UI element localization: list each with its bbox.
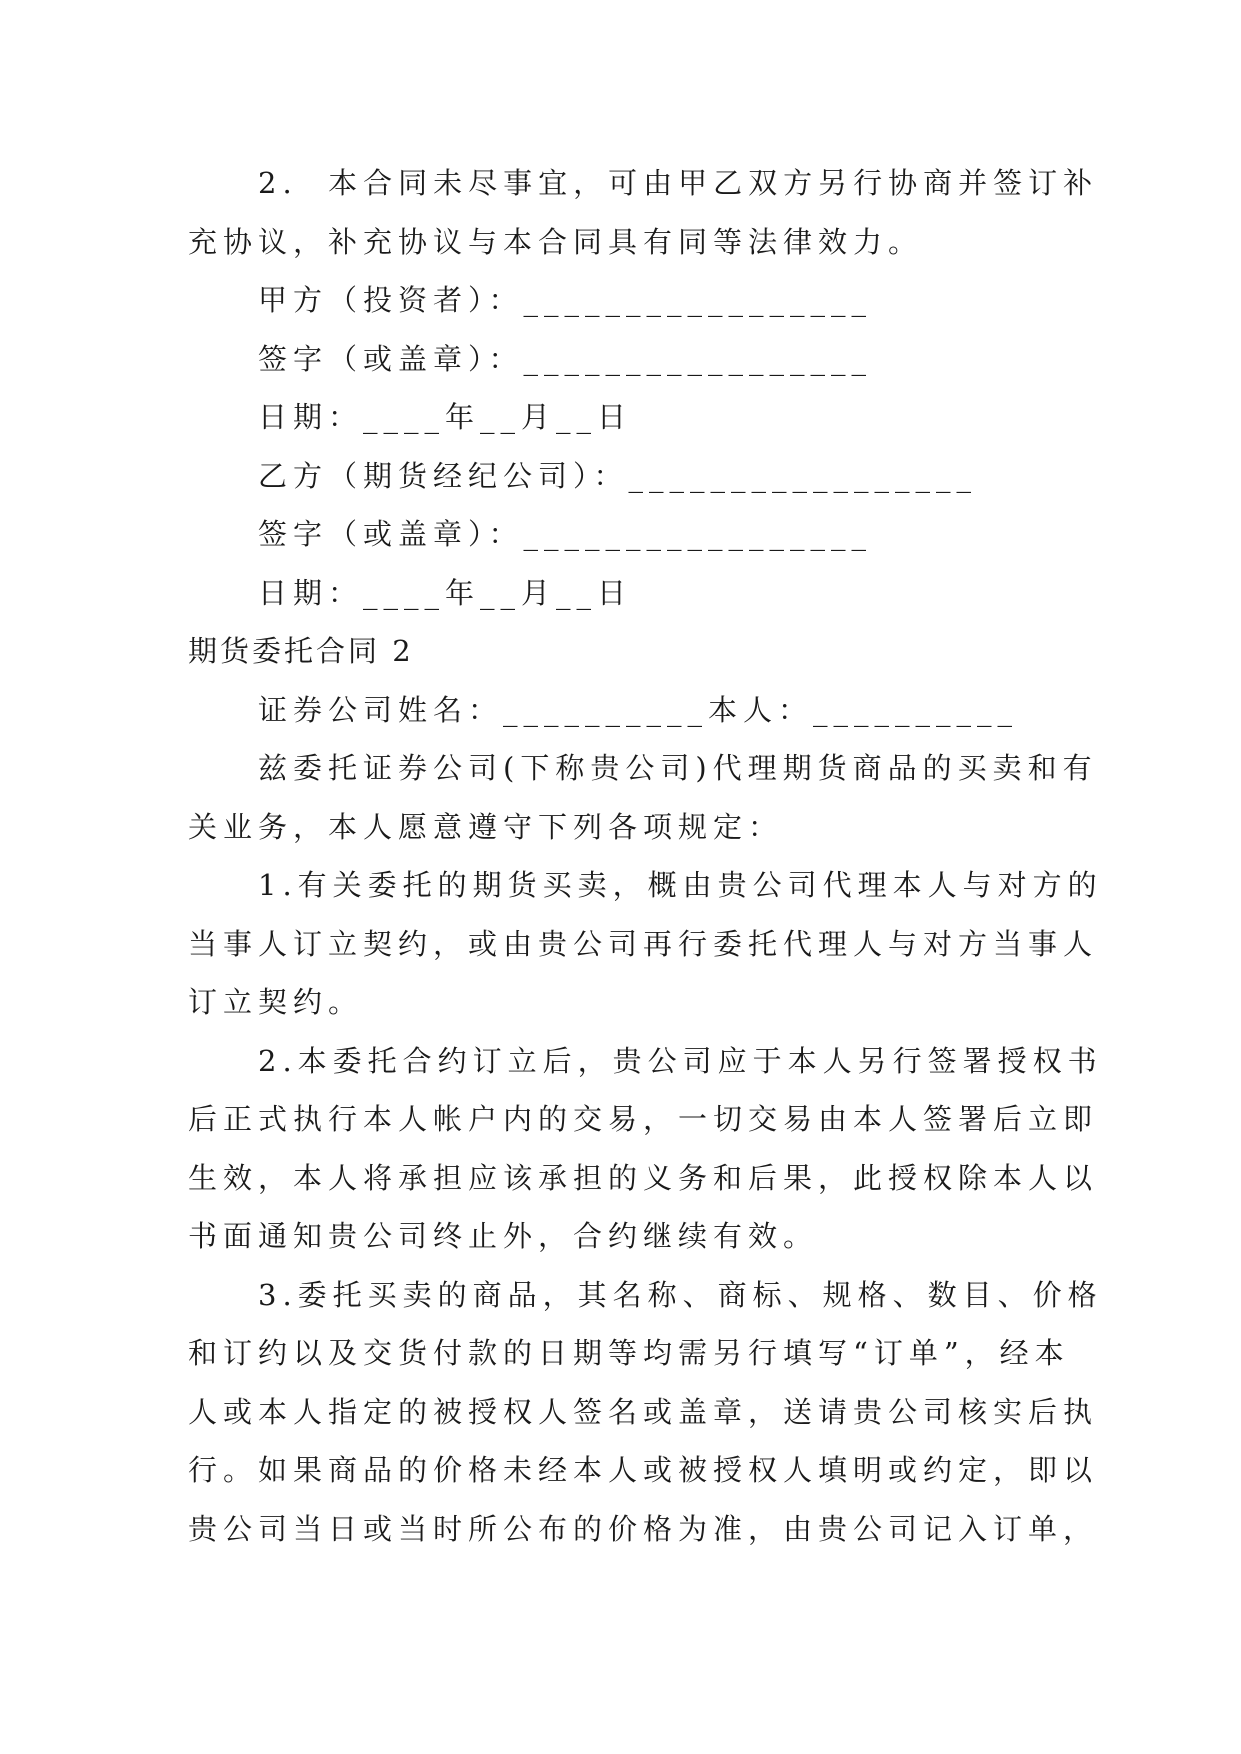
rule-1-line-3: 订立契约。 (188, 985, 364, 1019)
rule-3-line-4: 行。如果商品的价格未经本人或被授权人填明或约定，即以 (188, 1453, 1099, 1487)
party-a-field: 甲方（投资者）：_________________ (258, 283, 873, 317)
rule-3-line-2: 和订约以及交货付款的日期等均需另行填写“订单”，经本 (188, 1336, 1070, 1370)
clause-2-line-1: 2. 本合同未尽事宜，可由甲乙双方另行协商并签订补 (258, 166, 1099, 200)
rule-2-line-3: 生效，本人将承担应该承担的义务和后果，此授权除本人以 (188, 1160, 1099, 1195)
rule-1-line-2: 当事人订立契约，或由贵公司再行委托代理人与对方当事人 (188, 926, 1099, 961)
rule-3-line-3: 人或本人指定的被授权人签名或盖章，送请贵公司核实后执 (188, 1394, 1099, 1429)
rule-3-line-1: 3.委托买卖的商品，其名称、商标、规格、数目、价格 (258, 1277, 1103, 1312)
intro-line-2: 关业务，本人愿意遵守下列各项规定： (188, 809, 784, 844)
rule-3-line-5: 贵公司当日或当时所公布的价格为准，由贵公司记入订单， (188, 1511, 1099, 1546)
party-a-signature-field: 签字（或盖章）：_________________ (258, 341, 873, 376)
section-heading: 期货委托合同 2 (188, 634, 414, 668)
party-a-date-field: 日期：____年__月__日 (258, 400, 633, 434)
clause-2-line-2: 充协议，补充协议与本合同具有同等法律效力。 (188, 224, 924, 259)
party-b-field: 乙方（期货经纪公司）：_________________ (258, 458, 978, 493)
party-b-date-field: 日期：____年__月__日 (258, 575, 633, 610)
rule-2-line-2: 后正式执行本人帐户内的交易，一切交易由本人签署后立即 (188, 1102, 1099, 1136)
rule-2-line-4: 书面通知贵公司终止外，合约继续有效。 (188, 1219, 819, 1253)
company-name-field: 证券公司姓名：__________本人：__________ (258, 692, 1019, 727)
party-b-signature-field: 签字（或盖章）：_________________ (258, 517, 873, 551)
rule-1-line-1: 1.有关委托的期货买卖，概由贵公司代理本人与对方的 (258, 868, 1103, 902)
rule-2-line-1: 2.本委托合约订立后，贵公司应于本人另行签署授权书 (258, 1043, 1103, 1078)
intro-line-1: 兹委托证券公司(下称贵公司)代理期货商品的买卖和有 (258, 751, 1098, 785)
document-body (188, 154, 1103, 1558)
